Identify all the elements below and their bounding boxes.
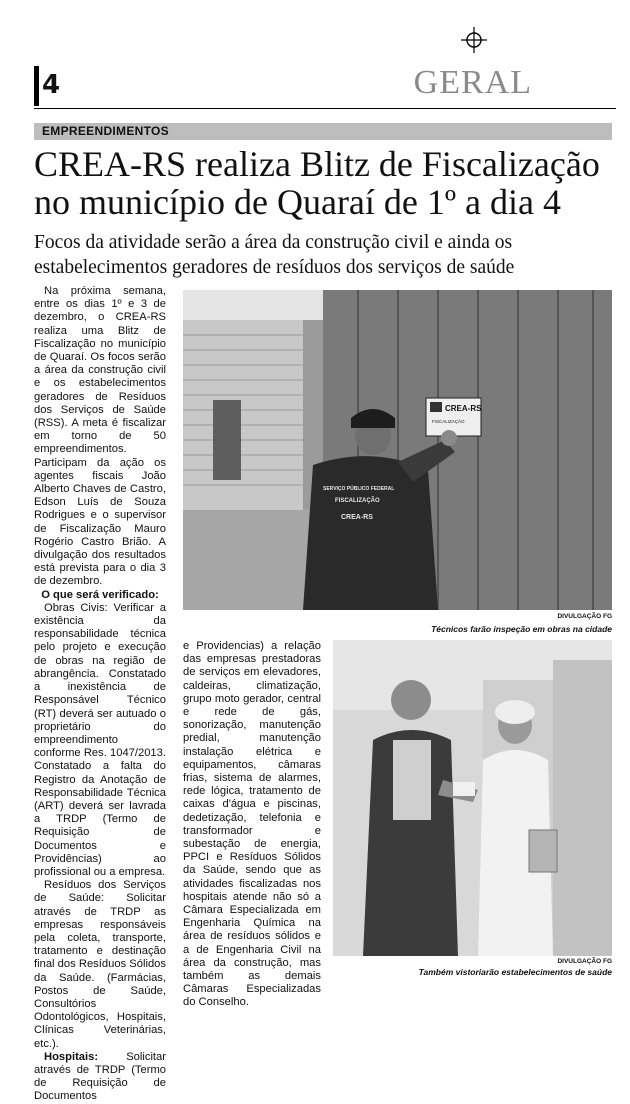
paragraph: Obras Civis: Verificar a existência da responsabilidade técnica pelo projeto e execução de obras na região de abrangência. Constatado a inexistência de Responsável Técnico (RT) deverá ser autuado o proprietário do empreendimento conforme Res. 1047/2013. Constatado a falta do Registro da Anotação de Responsabilidade Técnica (ART) deverá ser lavrada a TRDP (Termo de Requisição de Documentos e Providências) ao profissional ou a empresa. xyxy=(34,601,166,878)
vest-text-2: FISCALIZAÇÃO xyxy=(335,498,380,504)
photo-illustration xyxy=(183,290,612,610)
subheading: O que será verificado: xyxy=(41,588,159,601)
paragraph: e Providencias) a relação das empresas prestadoras de serviços em elevadores, caldeiras, climatização, grupo moto gerador, central e rede de gás, sonorização, manutenção predial, manutenção instalação elétrica e equipamentos, câmaras frias, sistema de alarmes, rede lógica, tratamento de caixas d'água e piscinas, dedetização, telefonia e transformador e subestação de energia, PPCI e Resíduos Sólidos da Saúde, sendo que as atividades fiscalizadas nos hospitais atende não só a Câmara Especializada em Engenharia Química na área de resíduos sólidos e a de Engenharia Civil na área da construção, mas também as demais Câmaras Especializadas do Conselho. xyxy=(183,640,321,1009)
article-column-2 xyxy=(183,640,321,1010)
kicker-label: EMPREENDIMENTOS xyxy=(42,124,169,138)
headline-line-1: CREA-RS realiza Blitz de Fiscalização xyxy=(34,144,600,184)
sign-subtitle: FISCALIZAÇÃO xyxy=(432,419,465,424)
paragraph: Na próxima semana, entre os dias 1º e 3 de dezembro, o CREA-RS realiza uma Blitz de Fiscalização no município de Quaraí. Os focos serão a área da construção civil e os estabelecimentos geradores de Resíduos dos Serviços de Saúde (RSS). A meta é fiscalizar em torno de 50 empreendimentos. Participam da ação os agentes fiscais João Alberto Chaves de Castro, Edson Luís de Souza Rodrigues e o supervisor de Fiscalização Mauro Rogério Castro Brião. A divulgação dos resultados está prevista para o dia 3 de dezembro. xyxy=(34,285,166,588)
vest-logo: CREA-RS xyxy=(341,514,373,521)
photo-health-facility-inspection xyxy=(333,640,612,956)
paragraph: Resíduos dos Serviços de Saúde: Solicitar através de TRDP as empresas responsáveis pela coleta, transporte, tratamento e destinação final dos Resíduos Sólidos da Saúde. (Farmácias, Postos de Saúde, Consultórios Odontológicos, Hospitais, Clínicas Veterinárias, etc.). xyxy=(34,879,166,1050)
headline xyxy=(34,145,614,221)
paragraph xyxy=(34,1051,166,1104)
vest-text-1: SERVIÇO PÚBLICO FEDERAL xyxy=(323,486,395,492)
page-number: 4 xyxy=(42,70,61,100)
photo-credit: DIVULGAÇÃO FG xyxy=(557,958,612,965)
headline-line-2: no município de Quaraí de 1º a dia 4 xyxy=(34,182,562,222)
photo-inspector-at-construction xyxy=(183,290,612,610)
photo-caption: Também vistoriarão estabelecimentos de saúde xyxy=(418,967,612,977)
page-number-bar xyxy=(34,66,39,106)
photo-illustration xyxy=(333,640,612,956)
article-column-1 xyxy=(34,285,166,1104)
section-title: GERAL xyxy=(413,64,532,101)
deck: Focos da atividade serão a área da construção civil e ainda os estabelecimentos geradores de resíduos dos serviços de saúde xyxy=(34,232,515,278)
registration-mark-icon xyxy=(461,27,487,53)
header-divider xyxy=(34,108,616,109)
paragraph-label: Hospitais: xyxy=(44,1050,99,1063)
photo-caption: Técnicos farão inspeção em obras na cidade xyxy=(431,624,612,634)
photo-credit: DIVULGAÇÃO FG xyxy=(557,613,612,620)
paragraph-text: Solicitar através de TRDP (Termo de Requisição de Documentos xyxy=(34,1050,166,1103)
sign-title: CREA-RS xyxy=(445,404,482,413)
kicker-bar xyxy=(34,123,612,140)
